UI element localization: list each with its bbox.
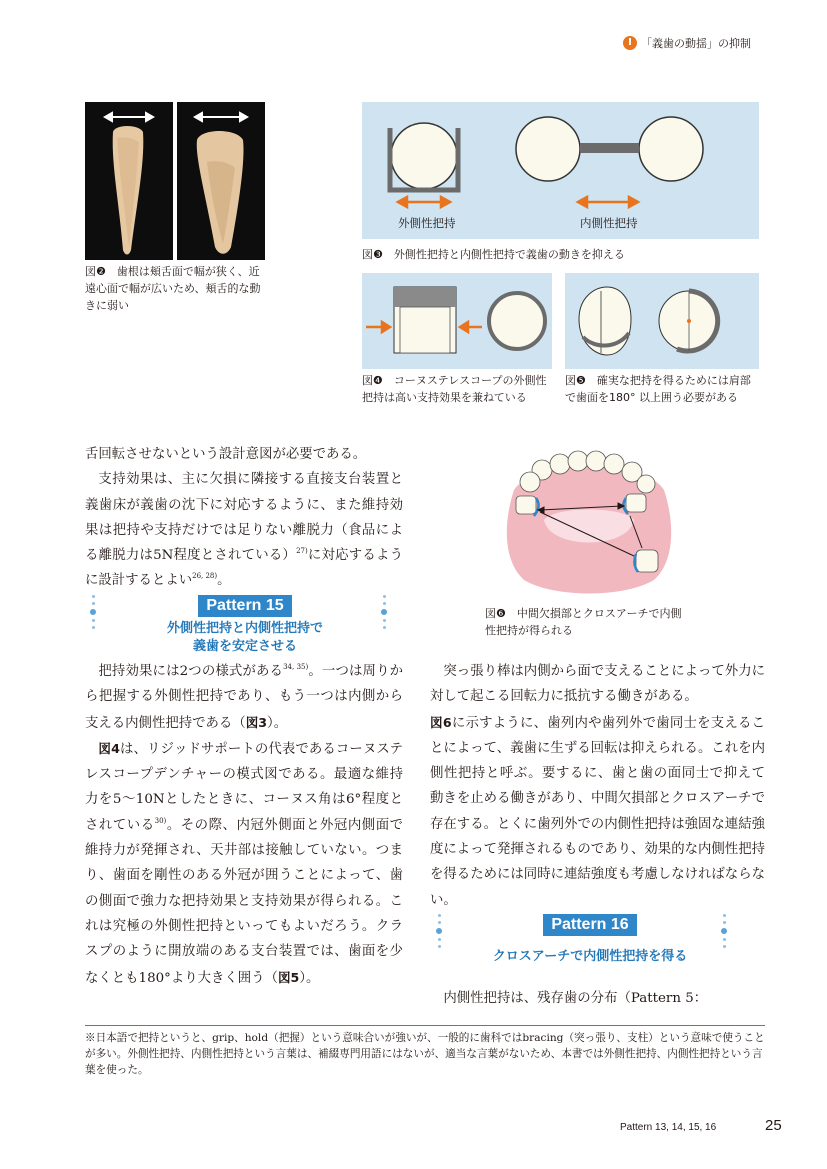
pattern16-dots-right	[721, 914, 727, 952]
fig6-caption: 図❻ 中間欠損部とクロスアーチで内側性把持が得られる	[485, 607, 682, 637]
fig4-illustration	[362, 273, 552, 369]
dental-arch-icon	[484, 450, 694, 600]
paragraph: 図6に示すように、歯列内や歯列外で歯同士を支えることによって、義歯に生ずる回転は抑えられる。これを内側性把持と呼ぶ。要するに、歯と歯の面同士で抑えて動きを止める働きがあり、中間欠損部とクロスアーチで存在する。とくに歯列外での内側性把持は強固な連結強度によって発揮されるものであり、効果的な内側性把持を得るためには同時に連結強度も考慮しなければならない。	[430, 714, 765, 908]
pattern15-title-line2: 義歯を安定させる	[192, 639, 297, 654]
paragraph: 支持効果は、主に欠損に隣接する直接支台装置と義歯床が義歯の沈下に対応するように、また維持効果は把持や支持だけでは足りない離脱力（食品による離脱力は5N程度とされている）$^{27)}$に対応するように設計するとよい$^{26, 28)}$。	[85, 472, 403, 589]
pattern15-title-line1: 外側性把持と内側性把持で	[166, 621, 323, 636]
paragraph: 内側性把持は、残存歯の分布（Pattern 5：	[443, 991, 708, 1006]
tooth-photo-buccal	[85, 102, 173, 260]
paragraph: 舌回転させないという設計意図が必要である。	[85, 447, 367, 462]
footnote: ※日本語で把持というと、grip、hold（把握）という意味合いが強いが、一般的に歯科ではbracing（突っ張り、支柱）という意味で使うことが多い。外側性把持、内側性把持という言葉は、補綴専門用語にはないが、適当な言葉がないため、本書では外側性把持、内側性把持という言葉を使った。	[85, 1032, 765, 1076]
right-column-bottom	[430, 986, 765, 1011]
fig4-panel	[362, 273, 552, 369]
pattern15-tag: Pattern 15	[198, 595, 291, 617]
left-column-top	[85, 442, 403, 594]
fig5-illustration	[565, 273, 759, 369]
pattern16-tag: Pattern 16	[543, 914, 636, 936]
fig5-caption: 図❺ 確実な把持を得るためには肩部で歯面を180° 以上囲う必要がある	[565, 374, 751, 404]
fig3-label-inner: 内側性把持	[580, 216, 638, 230]
paragraph: 図4は、リジッドサポートの代表であるコーヌステレスコープデンチャーの模式図である。最適な維持力を5～10Nとしたときに、コーヌス角は6°程度とされている$^{30)}$。その際、内冠外側面と外冠内側面で維持力が発揮され、天井部は接触していない。つまり、歯面を剛性のある外冠が囲うことによって、歯の側面で強力な把持効果と支持効果が得られる。これは究極の外側性把持といってもよいだろう。クラスプのように開放端のある支台装置では、歯面を少なくとも180°より大きく囲う（図5）。	[85, 740, 404, 986]
pattern15-dots-right	[381, 595, 387, 633]
pattern16-title: クロスアーチで内側性把持を得る	[492, 949, 688, 964]
footnote-rule	[85, 1025, 765, 1026]
tooth-photo-mesiodistal	[177, 102, 265, 260]
fig6-illustration	[484, 450, 694, 600]
page-number: 25	[765, 1117, 782, 1134]
fig4-caption: 図❹ コーヌステレスコープの外側性把持は高い支持効果を兼ねている	[362, 374, 547, 404]
pattern15-heading	[110, 595, 380, 656]
right-column-top	[430, 659, 765, 913]
left-column-bottom	[85, 659, 403, 991]
paragraph: 突っ張り棒は内側から面で支えることによって外力に対して起こる回転力に抵抗する働きがある。	[430, 664, 765, 705]
fig3-label-outer: 外側性把持	[398, 216, 456, 230]
pattern16-dots-left	[436, 914, 442, 952]
tooth-mesiodistal-illustration	[177, 102, 265, 260]
paragraph: 把持効果には2つの様式がある$^{34, 35)}$。一つは周りから把握する外側性把持であり、もう一つは内側から支える内側性把持である（図3）。	[85, 663, 404, 731]
footer-patterns: Pattern 13, 14, 15, 16	[620, 1122, 717, 1133]
fig5-panel	[565, 273, 759, 369]
pattern16-heading	[455, 914, 725, 966]
pattern15-dots-left	[90, 595, 96, 633]
chapter-title: 「義歯の動揺」の抑制	[641, 37, 751, 50]
fig3-caption: 図❸ 外側性把持と内側性把持で義歯の動きを抑える	[362, 248, 625, 261]
chapter-number-badge: I	[623, 36, 637, 50]
tooth-buccal-illustration	[85, 102, 173, 260]
fig2-caption: 図❷ 歯根は頬舌面で幅が狭く、近遠心面で幅が広いため、頬舌的な動きに弱い	[85, 265, 261, 312]
